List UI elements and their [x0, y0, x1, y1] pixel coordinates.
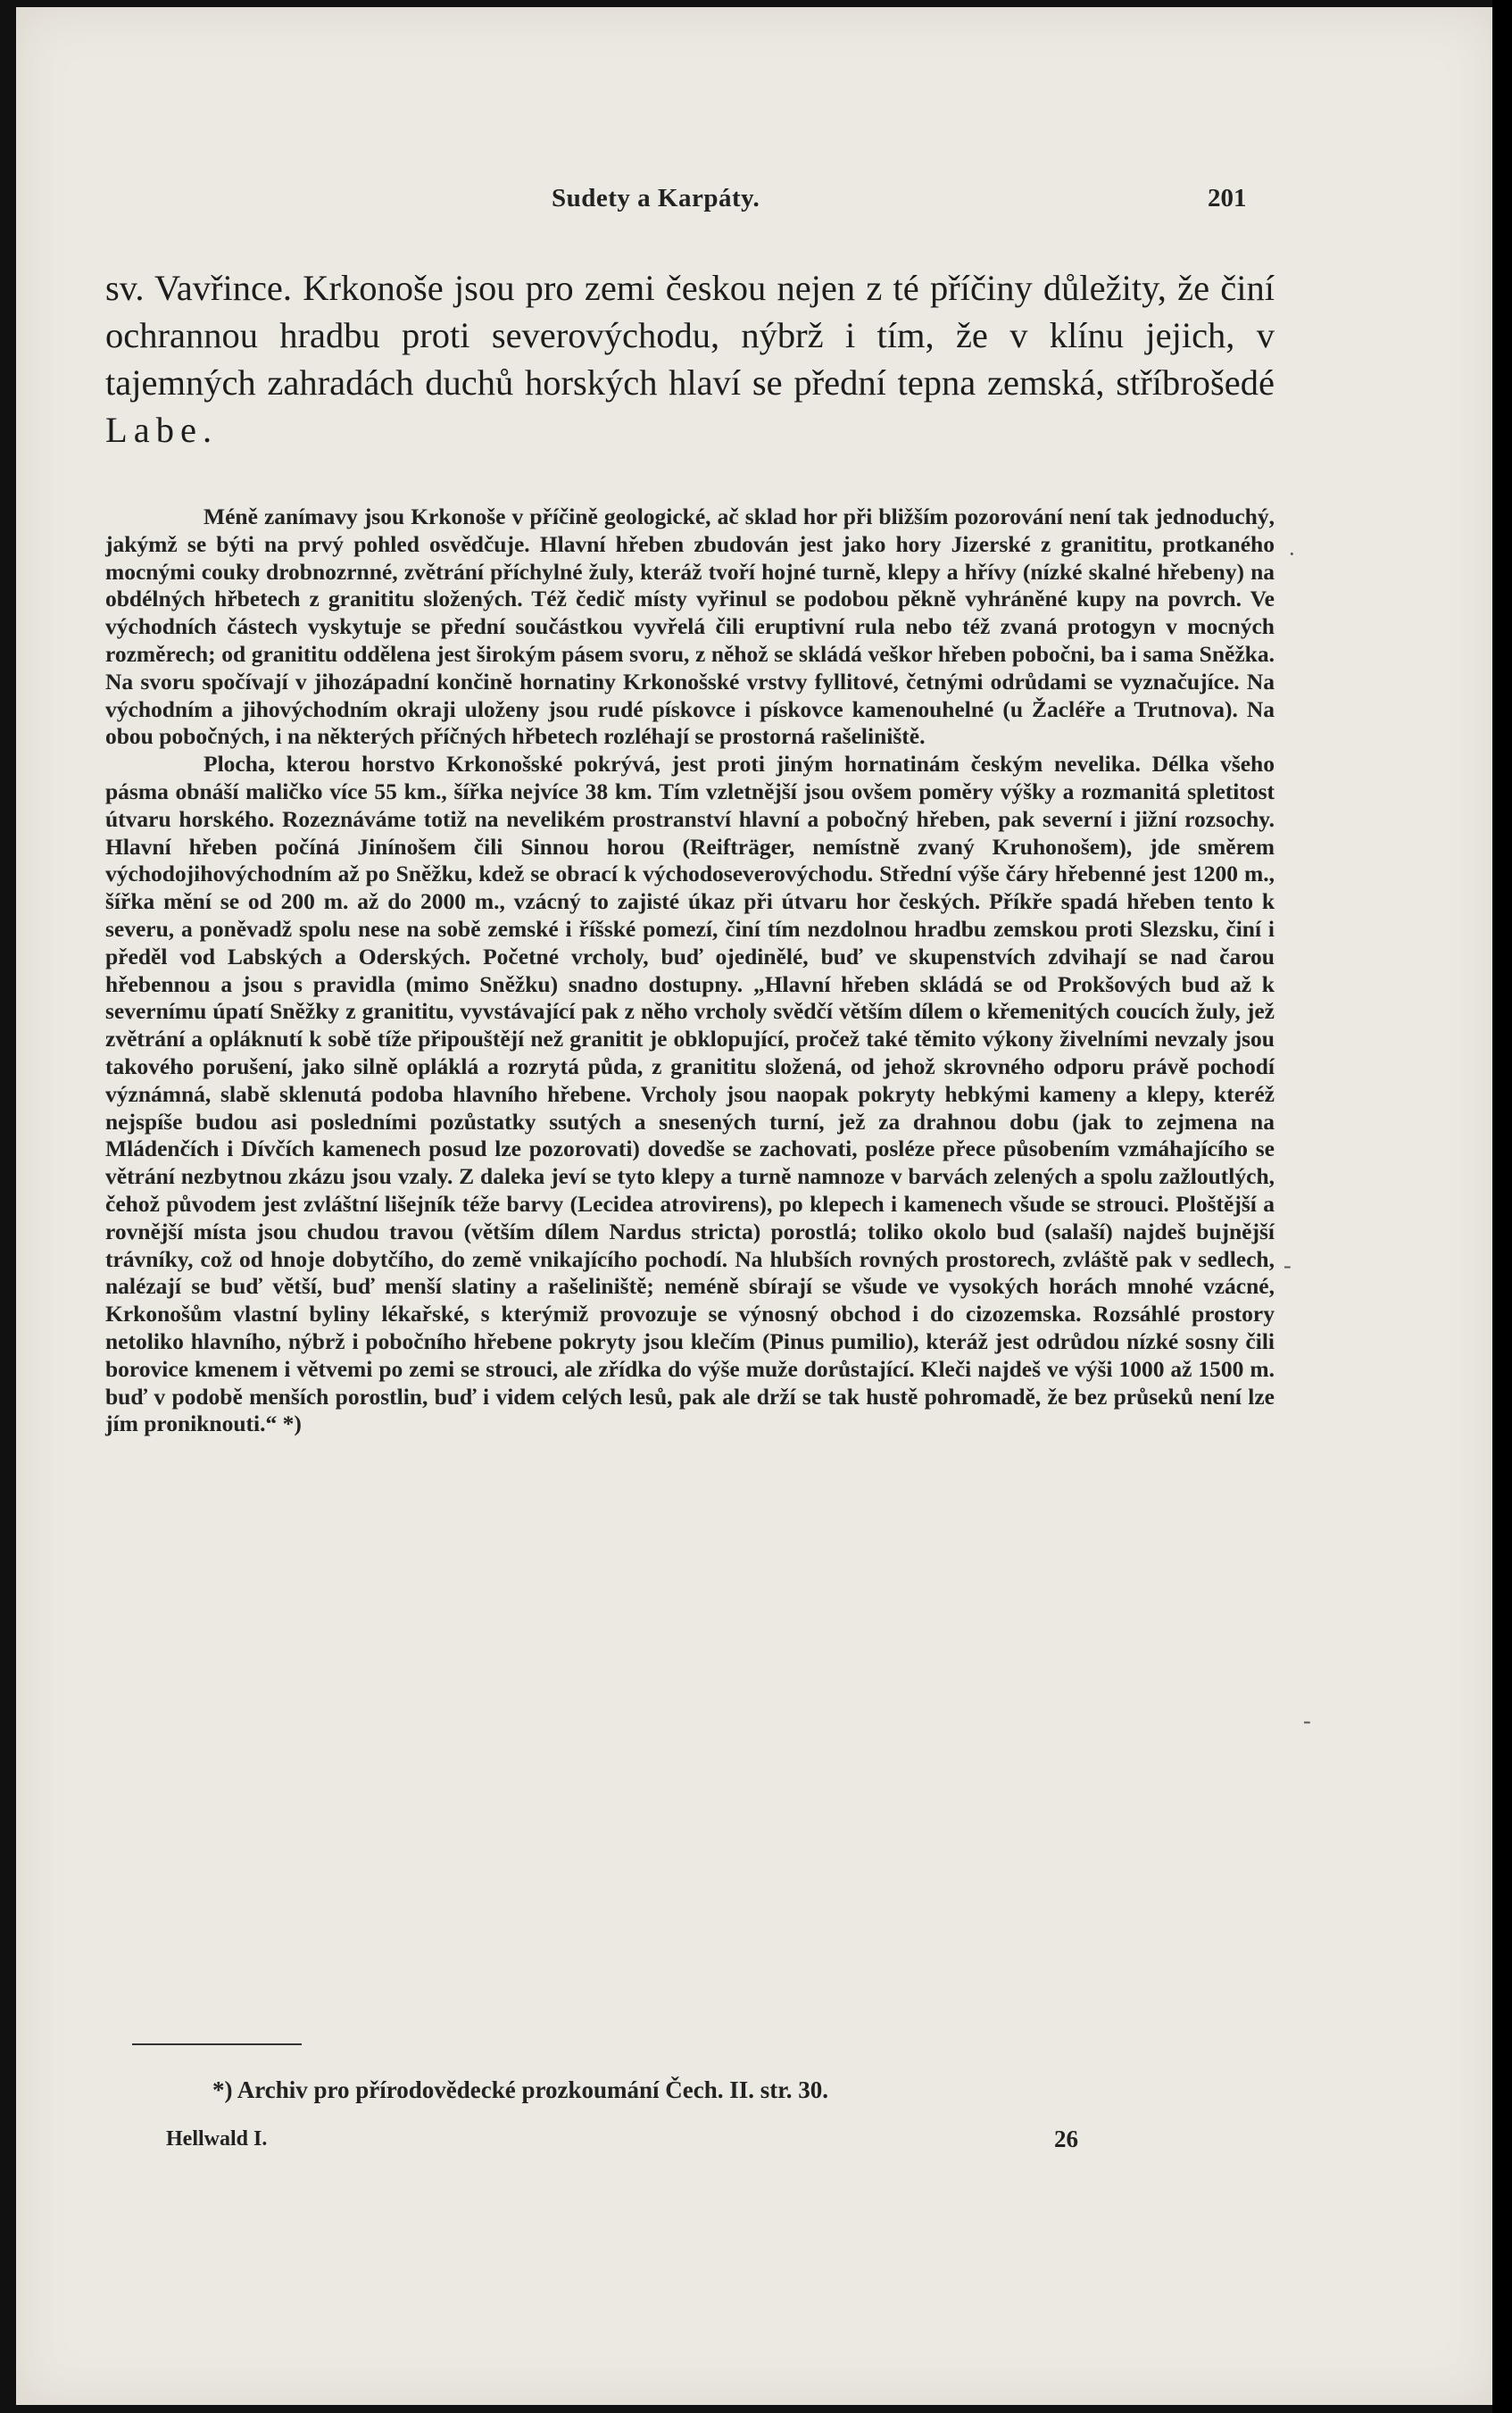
paragraph-geology: Méně zanímavy jsou Krkonoše v příčině geologické, ač sklad hor při bližším pozorování není tak jednoduchý, jakýmž se býti na prvý pohled osvědčuje. Hlavní hřeben zbudován jest jako hory Jizerské z granititu, protkaného mocnými couky drobnozrnné, zvětrání příchylné žuly, kteráž tvoří hojné turně, klepy a hřívy (nízké skalné hřebeny) na obdélných hřbetech z granititu složených. Též čedič místy vyřinul se podobou pěkně vyhráněné kupy na povrch. Ve východních částech vyskytuje se přední součástkou vyvřelá čili eruptivní rula nebo též zvaná protogyn v mocných rozměrech; od granititu oddělena jest širokým pásem svoru, z něhož se skládá veškor hřeben pobočni, ba i sama Sněžka. Na svoru spočívají v jihozápadní končině hornatiny Krkonošské vrstvy fyllitové, četnými odrůdami se vyznačujíce. Na východním a jihovýchodním okraji uloženy jsou rudé pískovce i pískovce kamenouhelné (u Žacléře a Trutnova). Na obou pobočných, i na některých příčných hřbetech rozléhají se prostorná rašeliniště. — [105, 503, 1275, 750]
margin-dash-mark: - — [1284, 1252, 1292, 1278]
lead-text: sv. Vavřince. Krkonoše jsou pro zemi českou nejen z té příčiny důležity, že činí ochrannou hradbu proti severovýchodu, nýbrž i tím, že v klínu jejich, v tajemných zahradách duchů horských hlaví se přední tepna zemská, stříbrošedé — [105, 268, 1275, 403]
lead-end: . — [202, 410, 212, 450]
sheet-number: 26 — [1054, 2126, 1078, 2152]
running-head: Sudety a Karpáty. — [552, 184, 760, 212]
paragraph-area: Plocha, kterou horstvo Krkonošské pokrývá, jest proti jiným hornatinám českým nevelika. Délka všeho pásma obnáší maličko více 55 km., šířka nejvíce 38 km. Tím vzletnější jsou ovšem poměry výšky a rozmanitá spletitost útvaru horského. Rozeznáváme totiž na nevelikém prostranství hlavní a pobočný hřeben, pak severní i jižní rozsochy. Hlavní hřeben počíná Jinínošem čili Sinnou horou (Reifträger, nemístně zvaný Kruhonošem), jde směrem východojihovýchodním až po Sněžku, kdež se obrací k východoseverovýchodu. Střední výše čáry hřebenné jest 1200 m., šířka mění se od 200 m. až do 2000 m., vzácný to zajisté úkaz při útvaru hor českých. Příkře spadá hřeben tento k severu, a poněvadž spolu nese na sobě zemské i říšské pomezí, činí tím nezdolnou hradbu zemskou proti Slezsku, činí i předěl vod Labských a Oderských. Početné vrcholy, buď ojedinělé, buď ve skupenstvích zdvihají se nad čarou hřebennou a jsou s pravidla (mimo Sněžku) snadno dostupny. „Hlavní hřeben skládá se od Prokšových bud až k severnímu úpatí Sněžky z granititu, vyvstávající pak z něho vrcholy svědčí větším dílem o křemenitých coucích žuly, jež zvětrání a opláknutí k sobě tíže připouštějí než granitit je obklopující, pročež také těmito výkony živelními nevzaly jsou takového porušení, jako silně opláklá a rozrytá půda, z granititu složená, od jehož skrovného odporu právě pochodí význámná, slabě sklenutá podoba hlavního hřebene. Vrcholy jsou naopak pokryty hebkými kameny a klepy, kteréž nejspíše budou asi posledními pozůstatky ssutých a snesených turní, jež za drahnou dobu (jak to zejmena na Mládenčích i Dívčích kamenech posud lze pozorovati) dovedše se zachovati, posléze přece působením vzmáhajícího se větrání nezbytnou zkázu jsou vzaly. Z daleka jeví se tyto klepy a turně namnoze v barvách zelených a spolu zažloutlých, čehož původem jest zvláštní lišejník téže barvy (Lecidea atrovirens), po klepech i kamenech všude se strouci. Ploštější a rovnější místa jsou chudou travou (větším dílem Nardus stricta) porostlá; toliko okolo bud (salaší) najdeš bujnější trávníky, což od hnoje dobytčího, do země vnikajícího pochodí. Na hlubších rovných prostorech, zvláště pak v sedlech, nalézají se buď větší, buď menší slatiny a rašeliniště; neméně sbírají se všude ve vysokých horách mnohé vzácné, Krkonošům vlastní byliny lékařské, s kterýmiž provozuje se výnosný obchod i do cizozemska. Rozsáhlé prostory netoliko hlavního, nýbrž i pobočního hřebene pokryty jsou klečím (Pinus pumilio), kteráž jest odrůdou nízké sosny čili borovice kmenem i větvemi po zemi se strouci, ale zřídka do výše muže dorůstající. Kleči najdeš ve výši 1000 až 1500 m. buď v podobě menších porostlin, buď i videm celých lesů, pak ale drží se tak hustě pohromadě, že bez průseků není lze jím proniknouti.“ *) — [105, 751, 1275, 1437]
scan-edge — [1492, 0, 1512, 2413]
margin-dot-mark: · — [1288, 541, 1296, 567]
lead-emphasis: Labe — [105, 410, 203, 450]
book-page — [16, 7, 1498, 2405]
page-header — [16, 184, 1498, 220]
body-text — [105, 503, 1275, 1438]
footnote: *) Archiv pro přírodovědecké prozkoumání Čech. II. str. 30. — [212, 2076, 829, 2103]
page-number: 201 — [1208, 184, 1247, 212]
footnote-divider — [132, 2043, 302, 2045]
printer-signature: Hellwald I. — [166, 2127, 268, 2151]
margin-dash-mark: - — [1303, 1708, 1311, 1734]
lead-paragraph — [105, 264, 1275, 453]
